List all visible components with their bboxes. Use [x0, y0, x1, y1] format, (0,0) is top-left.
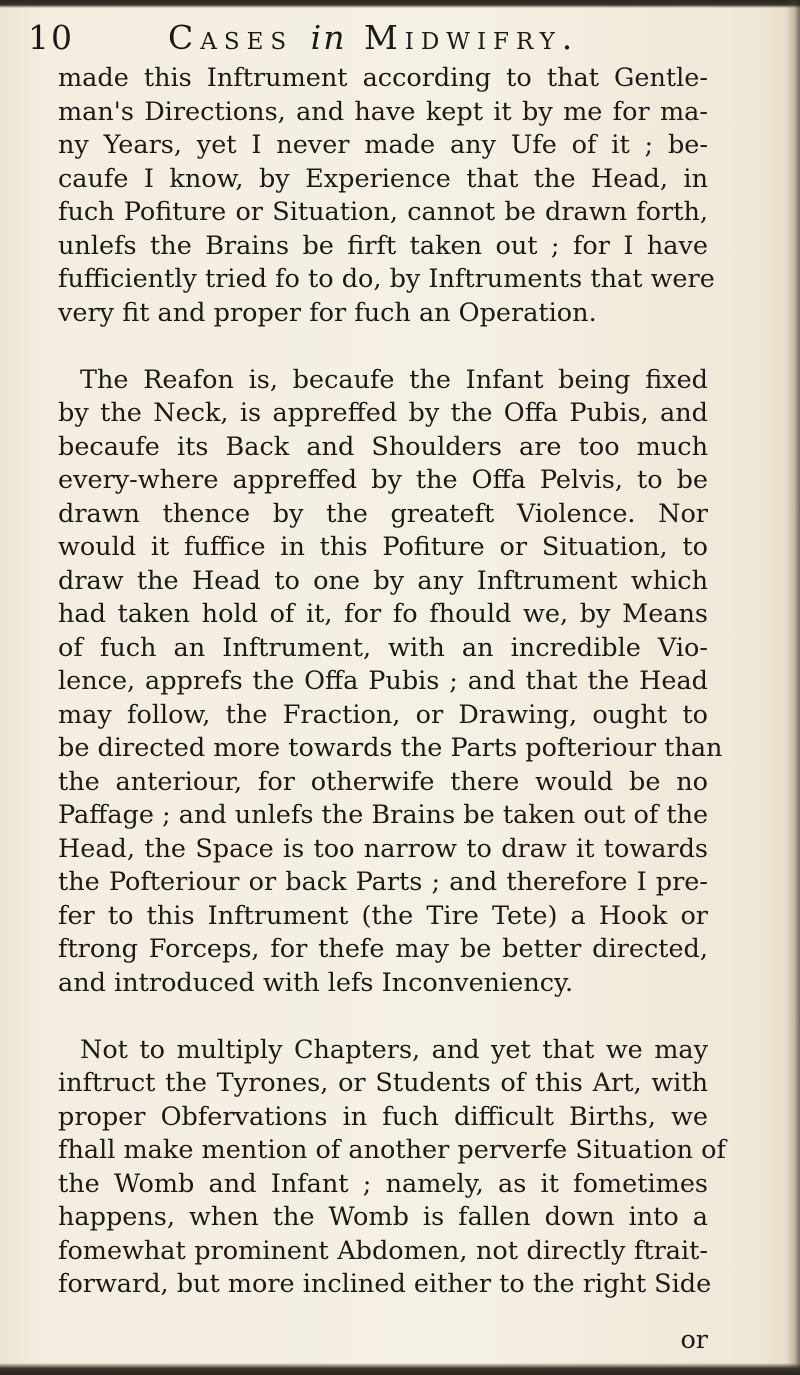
- text-line: draw the Head to one by any Inftrument which: [58, 565, 708, 596]
- text-line: ny Years, yet I never made any Ufe of it ; be-: [58, 130, 708, 160]
- text-line: drawn thence by the greateft Violence. Nor: [58, 498, 708, 529]
- text-line: caufe I know, by Experience that the Head, in: [58, 163, 708, 194]
- text-line: The Reafon is, becaufe the Infant being fixed: [80, 364, 708, 395]
- text-line: happens, when the Womb is fallen down into a: [58, 1202, 708, 1232]
- text-line: ftrong Forceps, for thefe may be better directed,: [58, 934, 708, 964]
- text-line: inftruct the Tyrones, or Students of this Art, with: [58, 1068, 708, 1098]
- text-line: the Womb and Infant ; namely, as it fometimes: [58, 1168, 708, 1199]
- text-line: Head, the Space is too narrow to draw it towards: [58, 833, 708, 864]
- text-line: may follow, the Fraction, or Drawing, ought to: [58, 699, 708, 730]
- text-line: be directed more towards the Parts pofteriour than: [58, 733, 723, 763]
- text-line: would it fuffice in this Pofiture or Situation, to: [58, 532, 708, 562]
- running-title-midwifry: Midwifry.: [363, 18, 580, 57]
- text-line: of fuch an Inftrument, with an incredible Vio-: [58, 632, 708, 663]
- text-line: every-where appreffed by the Offa Pelvis, to be: [58, 465, 708, 495]
- top-shadow-edge: [0, 0, 800, 8]
- text-line: very fit and proper for fuch an Operation.: [58, 297, 597, 328]
- text-line: becaufe its Back and Shoulders are too much: [58, 431, 708, 462]
- page-number: 10: [28, 18, 74, 57]
- text-line: Paffage ; and unlefs the Brains be taken out of the: [58, 800, 709, 830]
- page-gutter-edge: [786, 0, 800, 1375]
- text-line: unlefs the Brains be firft taken out ; for I have: [58, 230, 708, 261]
- running-header: [28, 18, 768, 62]
- running-title-cases: Cases: [168, 18, 294, 57]
- text-line: and introduced with lefs Inconveniency.: [58, 967, 574, 998]
- paragraph-gap: [58, 330, 708, 364]
- text-line: fuch Pofiture or Situation, cannot be drawn forth,: [58, 197, 708, 227]
- text-line: forward, but more inclined either to the right Side: [58, 1269, 712, 1299]
- body-text: [58, 62, 726, 1302]
- running-title-in: in: [310, 18, 347, 57]
- text-line: had taken hold of it, for fo fhould we, by Means: [58, 599, 708, 629]
- text-line: by the Neck, is appreffed by the Offa Pubis, and: [58, 398, 708, 428]
- paragraph-gap: [58, 1000, 708, 1034]
- text-line: proper Obfervations in fuch difficult Births, we: [58, 1101, 708, 1132]
- text-line: made this Inftrument according to that Gentle-: [58, 63, 708, 93]
- text-line: fhall make mention of another perverfe Situation of: [58, 1135, 726, 1165]
- text-line: man's Directions, and have kept it by me for ma-: [58, 96, 708, 127]
- running-title: [168, 18, 579, 57]
- text-line: the anteriour, for otherwife there would be no: [58, 766, 708, 797]
- catchword: or: [680, 1325, 708, 1355]
- text-line: Not to multiply Chapters, and yet that we may: [80, 1034, 708, 1065]
- bottom-shadow-edge: [0, 1363, 800, 1375]
- text-line: the Pofteriour or back Parts ; and therefore I pre-: [58, 867, 708, 897]
- text-line: fer to this Inftrument (the Tire Tete) a Hook or: [58, 900, 708, 931]
- text-line: fomewhat prominent Abdomen, not directly ftrait-: [58, 1235, 708, 1266]
- text-line: lence, apprefs the Offa Pubis ; and that the Head: [58, 666, 708, 696]
- text-line: fufficiently tried fo to do, by Inftruments that were: [58, 264, 715, 294]
